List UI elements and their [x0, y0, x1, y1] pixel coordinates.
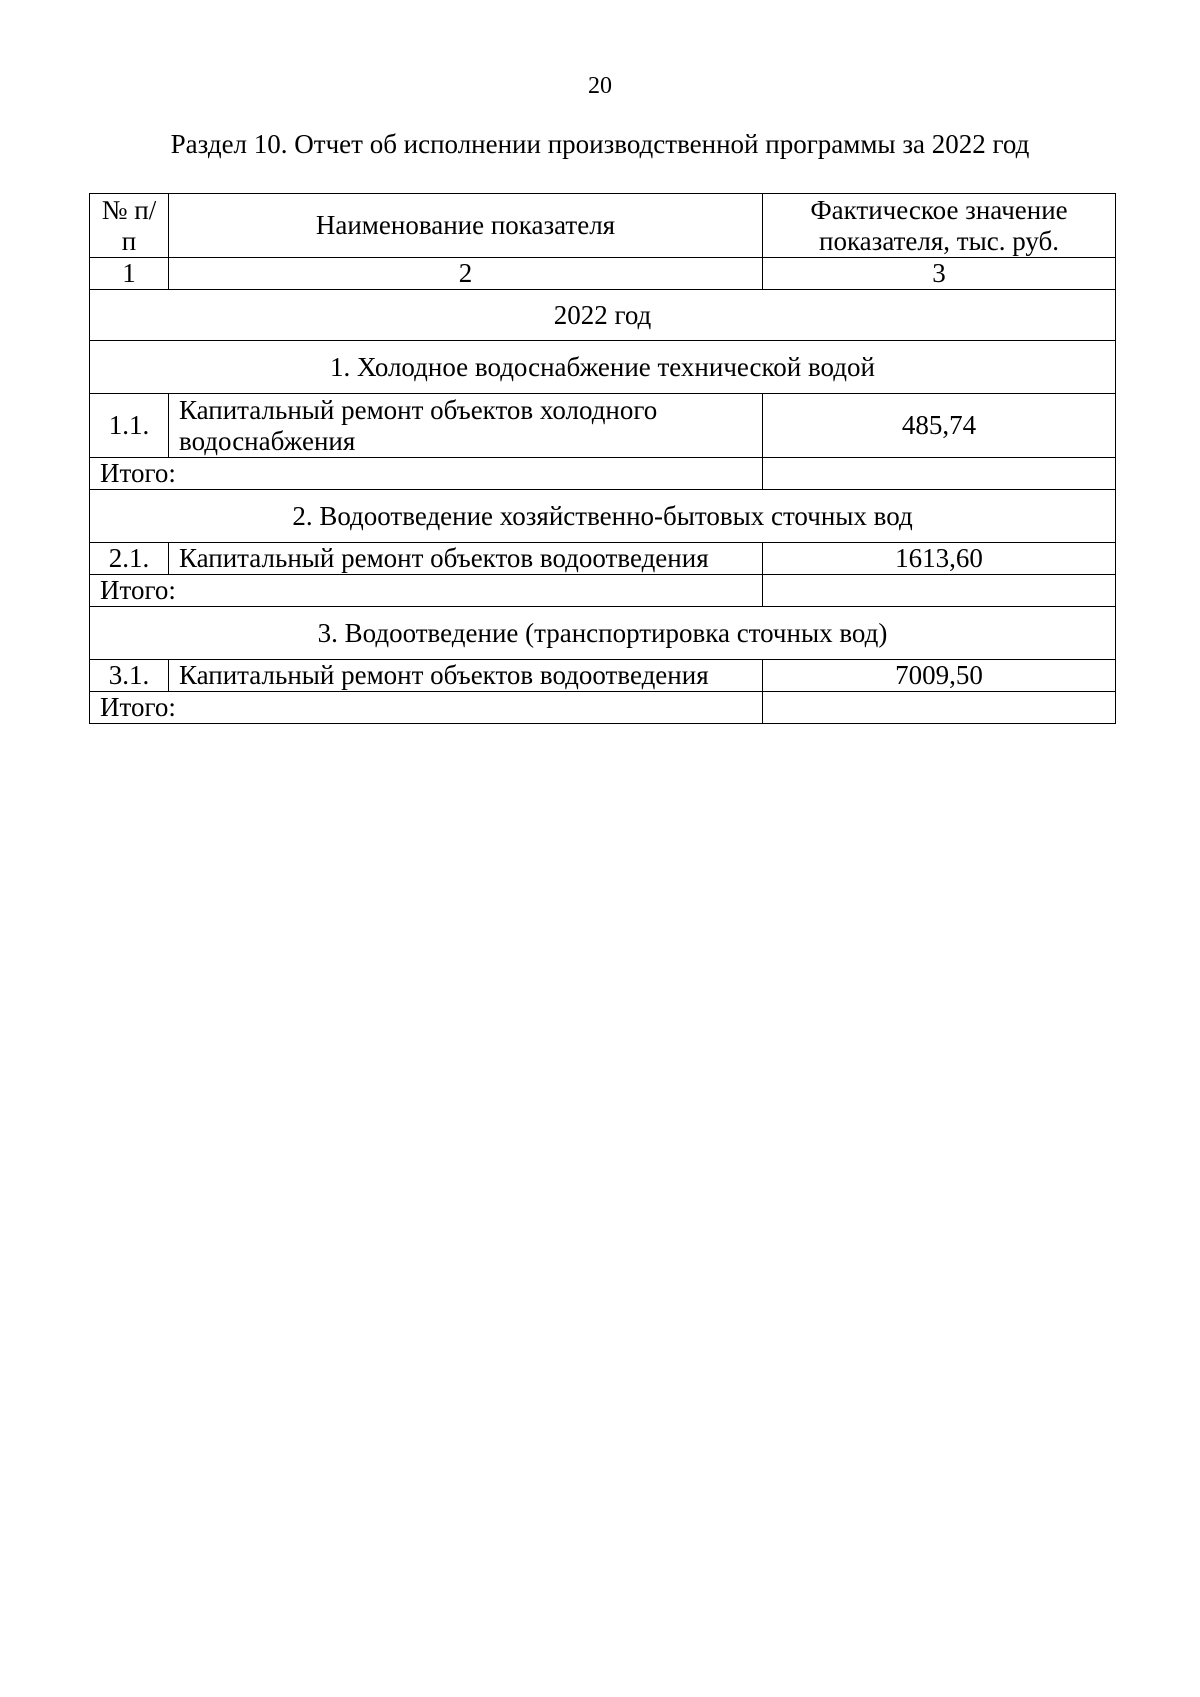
row-indicator-name: Капитальный ремонт объектов водоотведения	[169, 660, 763, 692]
total-row	[90, 692, 1116, 724]
table-row	[90, 543, 1116, 575]
column-number: 2	[169, 258, 763, 290]
column-number-row	[90, 258, 1116, 290]
section-heading: 2. Водоотведение хозяйственно-бытовых сточных вод	[90, 490, 1116, 543]
total-label: Итого:	[90, 458, 763, 490]
row-indicator-name: Капитальный ремонт объектов холодного водоснабжения	[169, 394, 763, 458]
section-heading: 1. Холодное водоснабжение технической водой	[90, 341, 1116, 394]
section-heading: 3. Водоотведение (транспортировка сточных вод)	[90, 607, 1116, 660]
row-value: 485,74	[763, 394, 1116, 458]
header-number: № п/п	[90, 194, 169, 258]
year-label: 2022 год	[90, 290, 1116, 341]
total-value	[763, 692, 1116, 724]
row-number: 3.1.	[90, 660, 169, 692]
total-value	[763, 575, 1116, 607]
row-value: 7009,50	[763, 660, 1116, 692]
report-table	[89, 193, 1116, 724]
section-header-row	[90, 341, 1116, 394]
row-number: 1.1.	[90, 394, 169, 458]
header-actual-value: Фактическое значение показателя, тыс. руб.	[763, 194, 1116, 258]
page-number: 20	[588, 73, 612, 99]
row-value: 1613,60	[763, 543, 1116, 575]
total-row	[90, 575, 1116, 607]
table-row	[90, 660, 1116, 692]
table-row	[90, 394, 1116, 458]
row-number: 2.1.	[90, 543, 169, 575]
table-header-row	[90, 194, 1116, 258]
total-label: Итого:	[90, 692, 763, 724]
section-title: Раздел 10. Отчет об исполнении производственной программы за 2022 год	[170, 129, 1030, 159]
total-value	[763, 458, 1116, 490]
header-indicator-name: Наименование показателя	[169, 194, 763, 258]
section-header-row	[90, 607, 1116, 660]
year-row	[90, 290, 1116, 341]
total-row	[90, 458, 1116, 490]
row-indicator-name: Капитальный ремонт объектов водоотведения	[169, 543, 763, 575]
section-header-row	[90, 490, 1116, 543]
column-number: 1	[90, 258, 169, 290]
column-number: 3	[763, 258, 1116, 290]
total-label: Итого:	[90, 575, 763, 607]
